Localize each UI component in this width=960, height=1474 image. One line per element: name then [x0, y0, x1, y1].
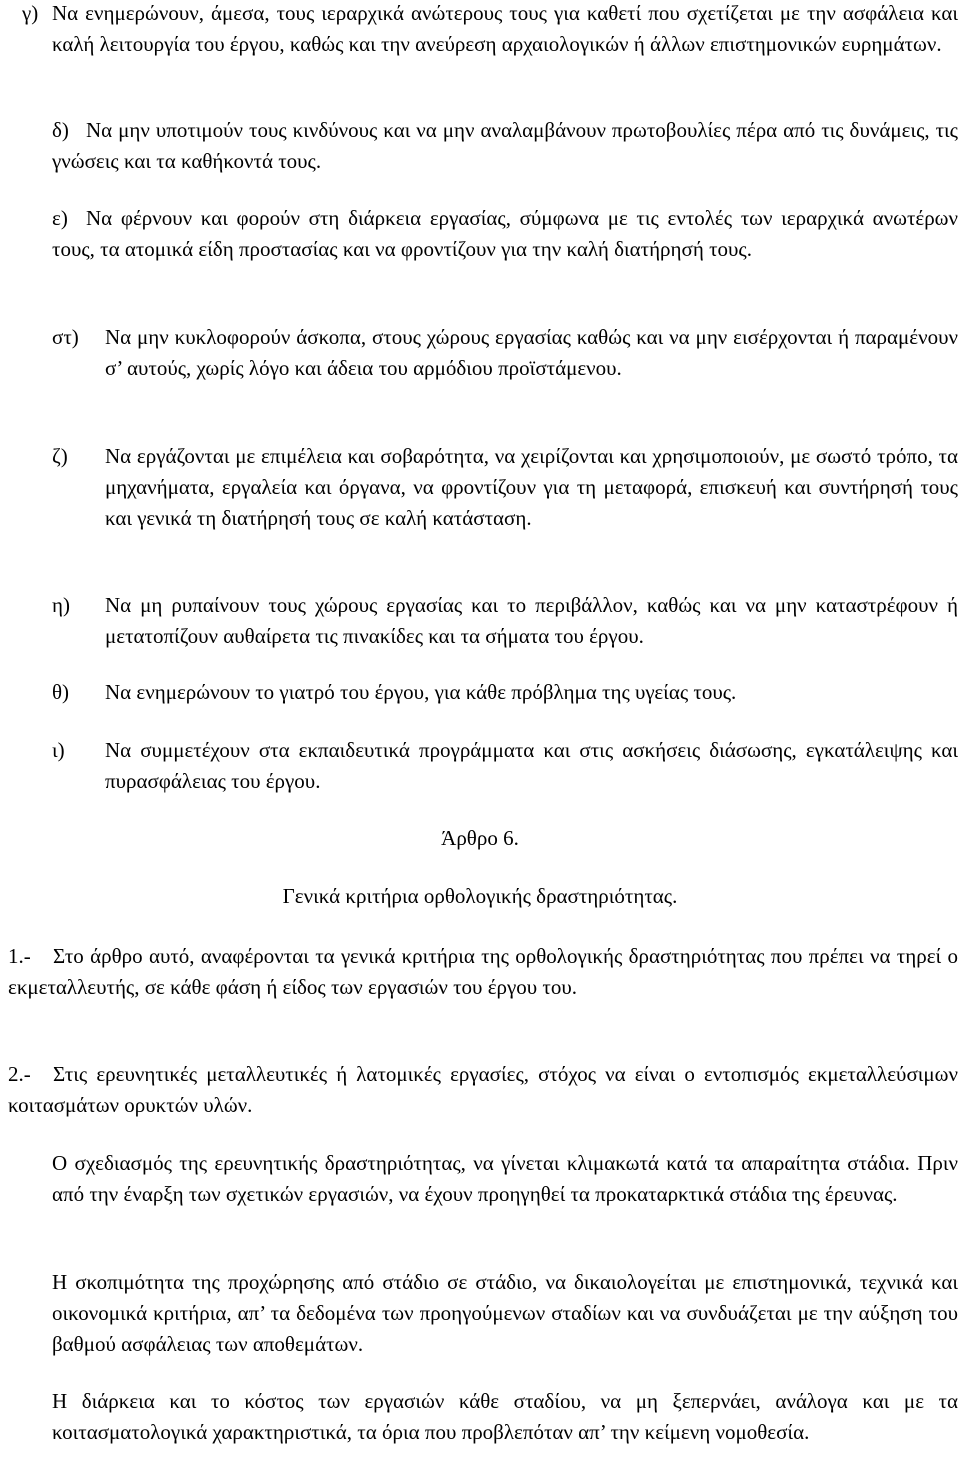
- list-marker: στ): [52, 325, 79, 349]
- list-item-text: Να ενημερώνουν, άμεσα, τους ιεραρχικά ανώτερους τους για καθετί που σχετίζεται με την ασφάλεια και καλή λειτουργία του έργου, καθώς και την ανεύρεση αρχαιολογικών ή άλλων επιστημονικών ευρημάτων.: [52, 1, 958, 56]
- paragraph: Ο σχεδιασμός της ερευνητικής δραστηριότητας, να γίνεται κλιμακωτά κατά τα απαραίτητα στάδια. Πριν από την έναρξη των σχετικών εργασιών, να έχουν προηγηθεί τα προκαταρκτικά στάδια της έρευνας.: [52, 1151, 958, 1206]
- list-marker: δ): [52, 118, 69, 142]
- paragraph-number: 2.-: [8, 1062, 31, 1086]
- article-number: Άρθρο 6.: [441, 826, 519, 850]
- list-item-text: Να μην υποτιμούν τους κινδύνους και να μην αναλαμβάνουν πρωτοβουλίες πέρα από τις δυνάμεις, τις γνώσεις και τα καθήκοντά τους.: [52, 118, 958, 173]
- list-item-delta: [52, 115, 958, 177]
- list-marker: ε): [52, 206, 68, 230]
- paragraph-text: Στο άρθρο αυτό, αναφέρονται τα γενικά κριτήρια της ορθολογικής δραστηριότητας που πρέπει να τηρεί ο εκμεταλλευτής, σε κάθε φάση ή είδος των εργασιών του έργου του.: [8, 944, 958, 999]
- paragraph: Η διάρκεια και το κόστος των εργασιών κάθε σταδίου, να μη ξεπερνάει, ανάλογα και με τα κοιτασματολογικά χαρακτηριστικά, τα όρια που προβλεπόταν απ’ την κείμενη νομοθεσία.: [52, 1389, 958, 1444]
- list-item-text: Να μη ρυπαίνουν τους χώρους εργασίας και το περιβάλλον, καθώς και να μην καταστρέφουν ή μετατοπίζουν αυθαίρετα τις πινακίδες και τα σήματα του έργου.: [105, 593, 958, 648]
- paragraph: Η σκοπιμότητα της προχώρησης από στάδιο σε στάδιο, να δικαιολογείται με επιστημονικά, τεχνικά και οικονομικά κριτήρια, απ’ τα δεδομένα των προηγούμενων σταδίων και να συνδυάζεται με την αύξηση του βαθμού ασφάλειας των αποθεμάτων.: [52, 1270, 958, 1356]
- paragraph-number: 1.-: [8, 944, 31, 968]
- paragraph-text: Στις ερευνητικές μεταλλευτικές ή λατομικές εργασίες, στόχος να είναι ο εντοπισμός εκμεταλλεύσιμων κοιτασμάτων ορυκτών υλών.: [8, 1062, 958, 1117]
- list-item-zeta: [52, 441, 958, 534]
- numbered-paragraph-1: [8, 941, 958, 1003]
- list-item-theta: [52, 677, 958, 708]
- list-item-text: Να μην κυκλοφορούν άσκοπα, στους χώρους εργασίας καθώς και να μην εισέρχονται ή παραμένουν σ’ αυτούς, χωρίς λόγο και άδεια του αρμόδιου προϊστάμενου.: [105, 325, 958, 380]
- list-item-text: Να ενημερώνουν το γιατρό του έργου, για κάθε πρόβλημα της υγείας τους.: [105, 680, 737, 704]
- list-item-epsilon: [52, 203, 958, 265]
- list-item-stigma-tau: [52, 322, 958, 384]
- list-marker: θ): [52, 680, 70, 704]
- article-title: Γενικά κριτήρια ορθολογικής δραστηριότητας.: [282, 884, 678, 908]
- list-marker: ι): [52, 738, 65, 762]
- list-item-eta: [52, 590, 958, 652]
- list-marker: η): [52, 593, 70, 617]
- numbered-paragraph-2: [8, 1059, 958, 1121]
- list-item-iota: [52, 735, 958, 797]
- list-item-text: Να εργάζονται με επιμέλεια και σοβαρότητα, να χειρίζονται και χρησιμοποιούν, με σωστό τρόπο, τα μηχανήματα, εργαλεία και όργανα, να φροντίζουν για τη μεταφορά, επισκευή και συντήρησή τους και γενικά τη διατήρησή τους σε καλή κατάσταση.: [105, 444, 958, 530]
- list-item-text: Να συμμετέχουν στα εκπαιδευτικά προγράμματα και στις ασκήσεις διάσωσης, εγκατάλειψης και πυρασφάλειας του έργου.: [105, 738, 958, 793]
- list-item-gamma: [22, 0, 958, 60]
- list-marker: ζ): [52, 444, 68, 468]
- list-marker: γ): [22, 1, 39, 25]
- list-item-text: Να φέρνουν και φορούν στη διάρκεια εργασίας, σύμφωνα με τις εντολές των ιεραρχικά ανωτέρων τους, τα ατομικά είδη προστασίας και να φροντίζουν για την καλή διατήρησή τους.: [52, 206, 958, 261]
